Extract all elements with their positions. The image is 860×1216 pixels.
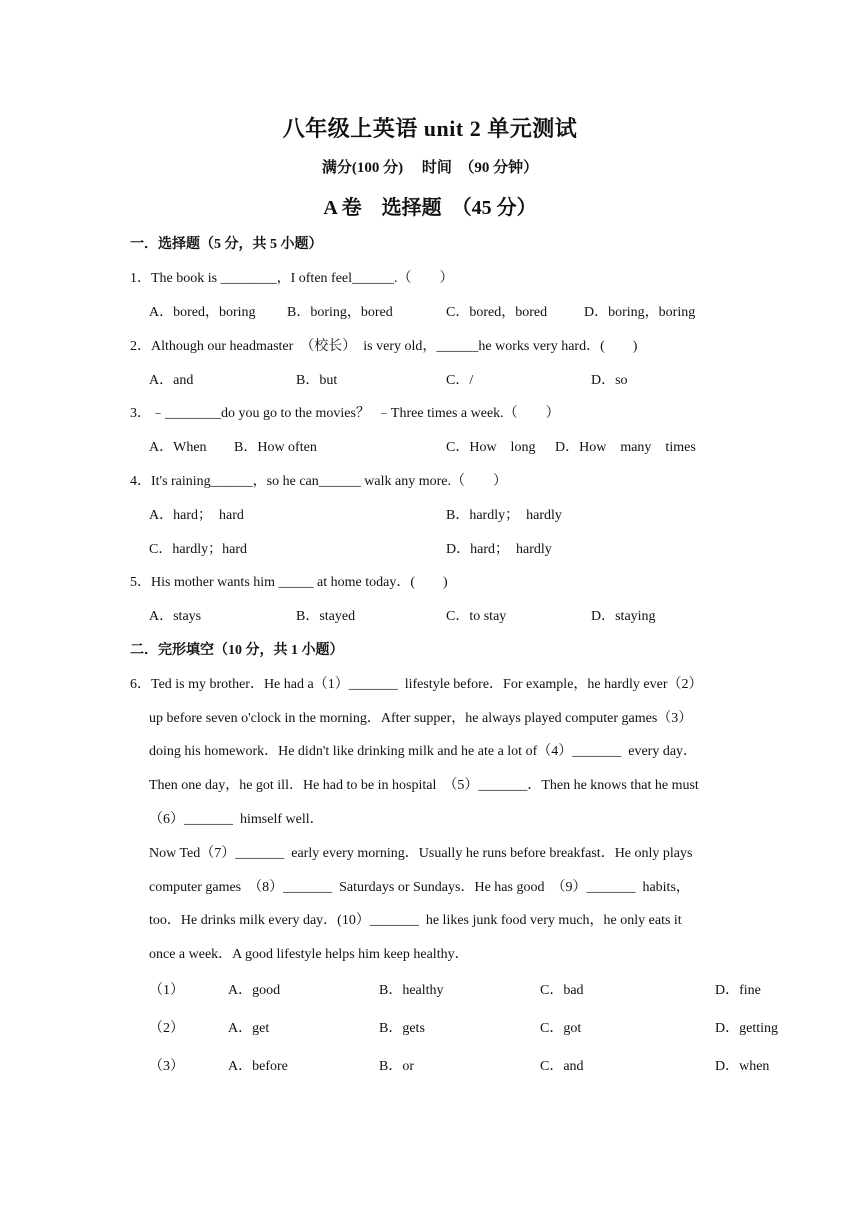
question-1-option-b: B．boring，bored <box>287 305 393 320</box>
blank-1-option-b: B．healthy <box>379 983 444 998</box>
passage-line: doing his homework．He didn't like drinking milk and he ate a lot of（4）_______ every day． <box>149 744 698 759</box>
blank-1-option-a: A．good <box>228 983 281 998</box>
question-2-option-b: B．but <box>296 373 338 388</box>
question-2-stem: 2．Although our headmaster （校长） is very old，______he works very hard．( ) <box>130 339 638 354</box>
question-4-option-a: A．hard； hard <box>149 508 244 523</box>
passage-line: once a week．A good lifestyle helps him keep healthy． <box>149 947 469 962</box>
question-4-stem: 4．It's raining______，so he can______ walk any more.（ ） <box>130 474 507 489</box>
question-1-option-a: A．bored，boring <box>149 305 256 320</box>
passage-line: Then one day，he got ill．He had to be in hospital （5）_______．Then he knows that he must <box>149 778 699 793</box>
question-4-option-c: C．hardly；hard <box>149 542 247 557</box>
blank-1-option-c: C．bad <box>540 983 584 998</box>
passage-line: computer games （8）_______ Saturdays or Sundays．He has good （9）_______ habits， <box>149 880 690 895</box>
section1-heading: 一．选择题（5 分，共 5 小题） <box>130 237 323 252</box>
question-5-option-a: A．stays <box>149 609 202 624</box>
blank-1-option-d: D．fine <box>715 983 761 998</box>
blank-3-option-a: A．before <box>228 1059 288 1074</box>
blank-1-number: （1） <box>149 983 184 998</box>
question-1-option-d: D．boring，boring <box>584 305 696 320</box>
exam-subtitle: 满分(100 分) 时间 （90 分钟） <box>321 160 539 176</box>
blank-2-number: （2） <box>149 1021 184 1036</box>
passage-line: 6．Ted is my brother．He had a（1）_______ lifestyle before．For example，he hardly ever（2） <box>130 677 703 692</box>
question-3-stem: 3．﹣________do you go to the movies？ ﹣Three times a week.（ ） <box>130 406 560 421</box>
passage-line: too．He drinks milk every day．(10）_______ he likes junk food very much，he only eats it <box>149 913 682 928</box>
question-1-stem: 1．The book is ________，I often feel______.（ ） <box>130 271 454 286</box>
blank-2-option-d: D．getting <box>715 1021 778 1036</box>
section2-heading: 二．完形填空（10 分，共 1 小题） <box>130 643 344 658</box>
question-3-option-a: A．When <box>149 440 207 455</box>
question-2-option-d: D．so <box>591 373 628 388</box>
part-a-title: A 卷 选择题 （45 分） <box>323 197 537 219</box>
exam-title: 八年级上英语 unit 2 单元测试 <box>282 116 578 141</box>
question-4-option-d: D．hard； hardly <box>446 542 552 557</box>
question-5-option-c: C．to stay <box>446 609 507 624</box>
question-5-option-b: B．stayed <box>296 609 356 624</box>
blank-3-number: （3） <box>149 1059 184 1074</box>
blank-3-option-c: C．and <box>540 1059 584 1074</box>
question-2-option-c: C．/ <box>446 373 474 388</box>
question-4-option-b: B．hardly； hardly <box>446 508 562 523</box>
passage-line: Now Ted（7）_______ early every morning．Usually he runs before breakfast．He only plays <box>149 846 693 861</box>
question-3-option-c: C．How long <box>446 440 536 455</box>
question-3-option-d: D．How many times <box>555 440 696 455</box>
blank-2-option-c: C．got <box>540 1021 582 1036</box>
question-5-stem: 5．His mother wants him _____ at home today．( ) <box>130 575 448 590</box>
passage-line: up before seven o'clock in the morning．After supper，he always played computer games（3） <box>149 711 693 726</box>
blank-3-option-b: B．or <box>379 1059 414 1074</box>
blank-2-option-b: B．gets <box>379 1021 425 1036</box>
question-1-option-c: C．bored，bored <box>446 305 548 320</box>
passage-line: （6）_______ himself well． <box>149 812 324 827</box>
question-3-option-b: B．How often <box>234 440 317 455</box>
blank-3-option-d: D．when <box>715 1059 770 1074</box>
blank-2-option-a: A．get <box>228 1021 270 1036</box>
question-2-option-a: A．and <box>149 373 194 388</box>
question-5-option-d: D．staying <box>591 609 656 624</box>
